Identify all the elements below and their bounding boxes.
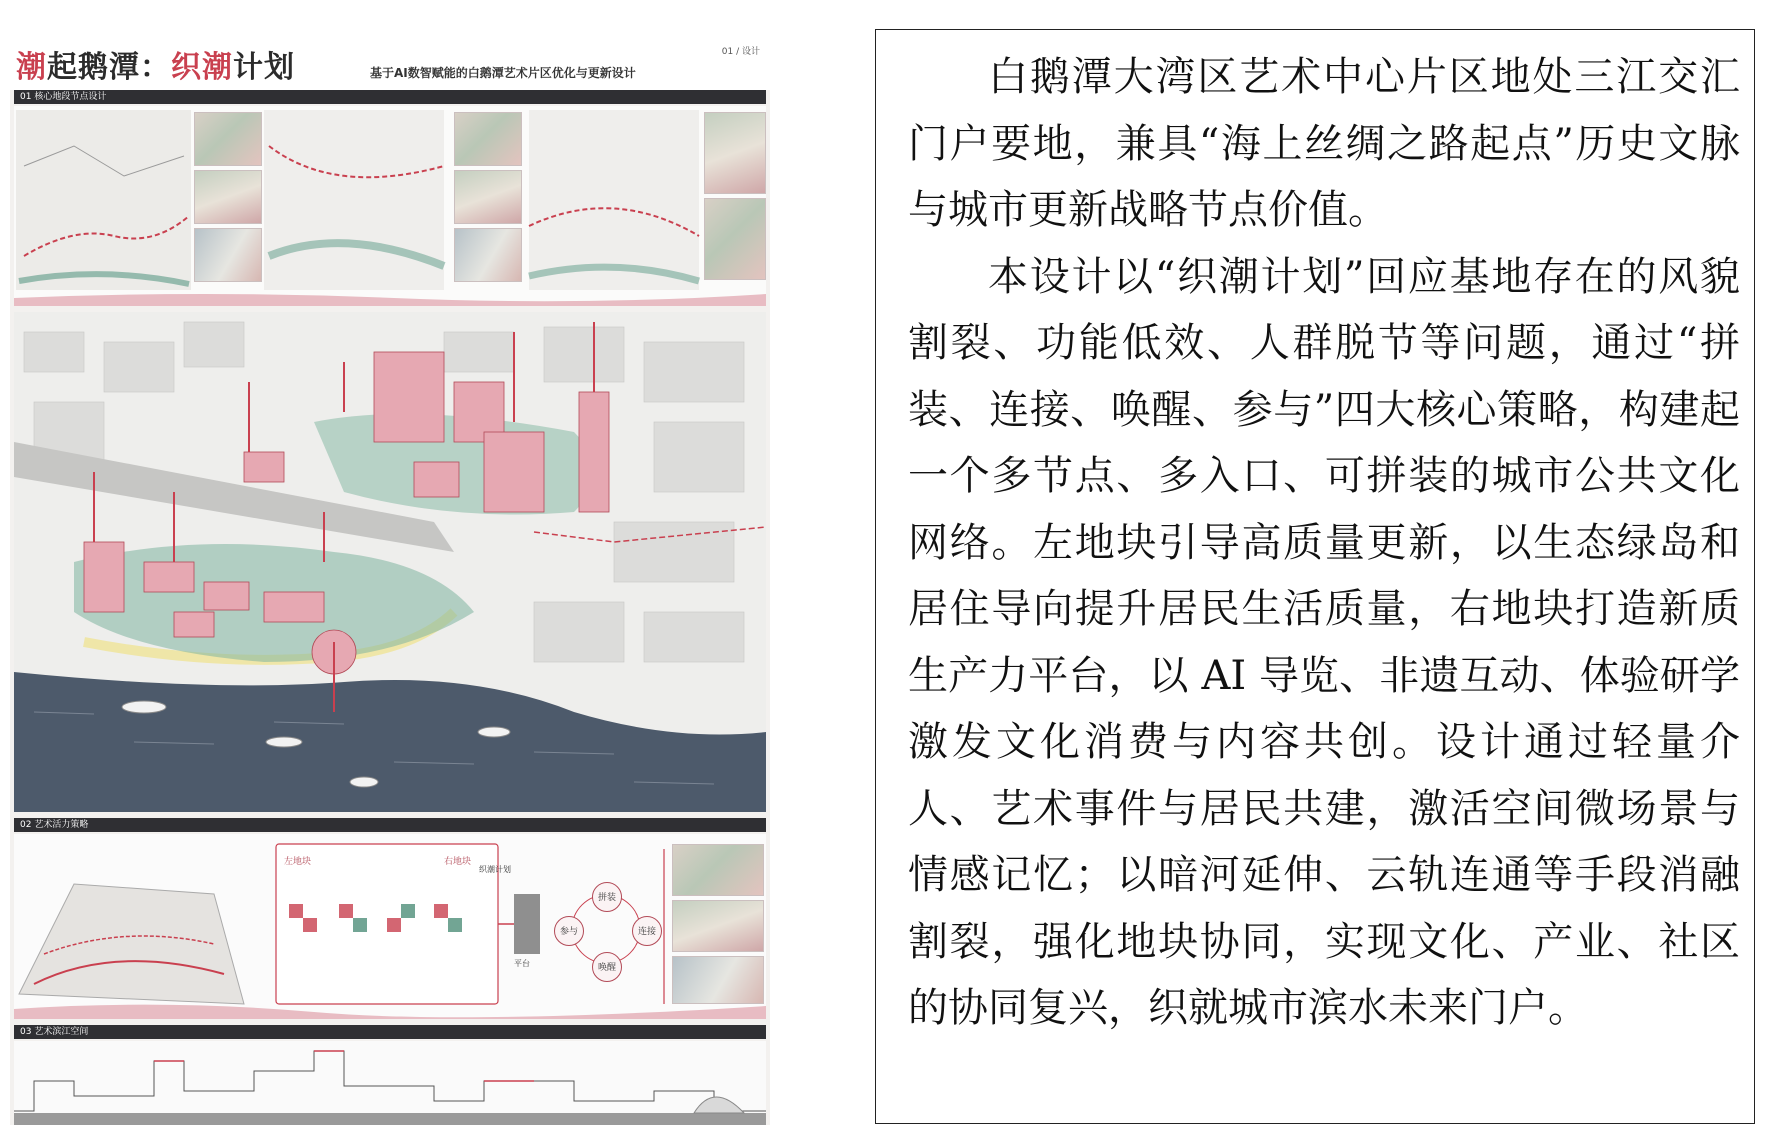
render-thumbnail xyxy=(672,900,764,952)
masterplan-aerial xyxy=(14,312,766,812)
render-thumbnail xyxy=(454,170,522,224)
right-block-label: 右地块 xyxy=(444,857,472,867)
strategy-label: 唤醒 xyxy=(598,963,617,973)
poster-tag: 01 / 设计 xyxy=(721,47,760,57)
section-bar-nodes: 01 核心地段节点设计 xyxy=(14,90,766,104)
platform-label: 平台 xyxy=(514,959,530,968)
elevation-drawing xyxy=(14,1041,766,1125)
render-thumbnail xyxy=(454,228,522,282)
left-block-label: 左地块 xyxy=(284,857,312,867)
poster-title xyxy=(16,42,295,86)
description-text xyxy=(908,44,1740,1042)
title-part: 起鹅潭： xyxy=(47,50,171,85)
strategy-panel xyxy=(14,834,766,1019)
render-thumbnail xyxy=(454,112,522,166)
render-thumbnail xyxy=(194,170,262,224)
render-thumbnail xyxy=(704,198,766,280)
poster-header xyxy=(10,40,770,90)
render-thumbnail xyxy=(672,844,764,896)
description-paragraph: 本设计以“织潮计划”回应基地存在的风貌割裂、功能低效、人群脱节等问题，通过“拼装、连接、唤醒、参与”四大核心策略，构建起一个多节点、多入口、可拼装的城市公共文化网络。左地块引导高质量更新，以生态绿岛和居住导向提升居民生活质量，右地块打造新质生产力平台，以 AI 导览、非遗互动、体验研学激发文化消费与内容共创。设计通过轻量介人、艺术事件与居民共建，激活空间微场景与情感记忆；以暗河延伸、云轨连通等手段消融割裂，强化地块协同，实现文化、产业、社区的协同复兴，织就城市滨水未来门户。 xyxy=(908,253,1740,1031)
description-panel xyxy=(875,29,1755,1124)
waterfront-elevation xyxy=(14,1041,766,1125)
poster-subtitle: 基于AI数智赋能的白鹅潭艺术片区优化与更新设计 xyxy=(370,66,636,80)
render-thumbnail xyxy=(194,228,262,282)
section-bar-strategy: 02 艺术活力策略 xyxy=(14,818,766,832)
center-label: 织潮计划 xyxy=(479,865,511,874)
design-poster xyxy=(10,40,770,1125)
section-bar-waterfront: 03 艺术滨江空间 xyxy=(14,1025,766,1039)
render-thumbnail xyxy=(672,956,764,1004)
node-design-panel xyxy=(14,106,766,306)
strategy-label: 参与 xyxy=(560,927,579,937)
render-thumbnail xyxy=(194,112,262,166)
strategy-label: 拼装 xyxy=(598,893,617,903)
title-accent: 潮 xyxy=(16,50,47,85)
description-paragraph: 白鹅潭大湾区艺术中心片区地处三江交汇门户要地，兼具“海上丝绸之路起点”历史文脉与城市更新战略节点价值。 xyxy=(908,54,1740,233)
title-accent-2: 织潮 xyxy=(171,50,233,85)
node-design-drawings xyxy=(14,106,766,306)
title-part-2: 计划 xyxy=(233,50,295,85)
strategy-label: 连接 xyxy=(638,927,657,937)
render-thumbnail xyxy=(704,112,766,194)
masterplan-drawing xyxy=(14,312,766,812)
